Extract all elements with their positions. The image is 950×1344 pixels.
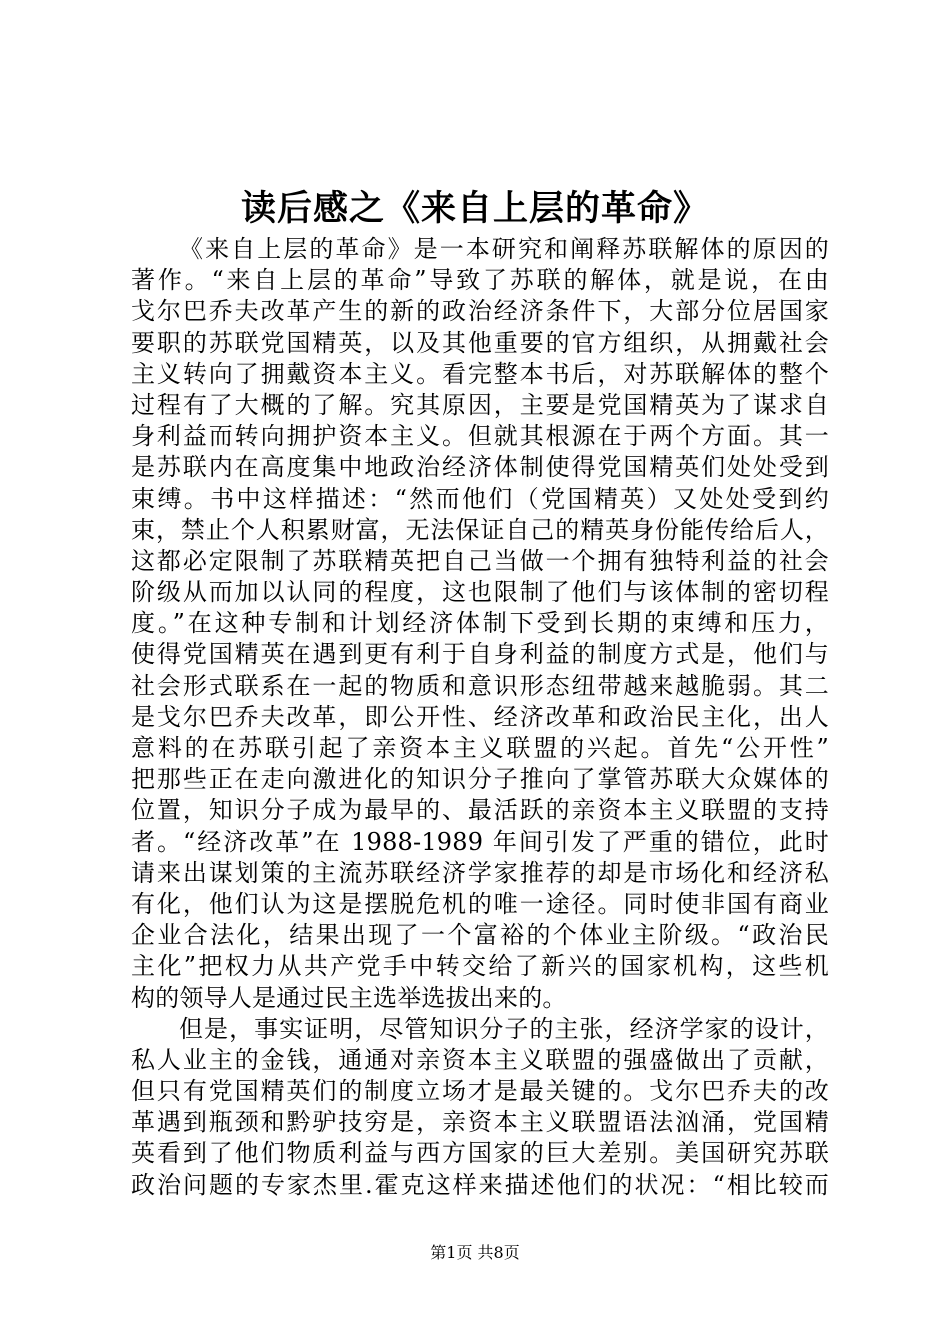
text-line: 政治问题的专家杰里.霍克这样来描述他们的状况：“相比较而 <box>131 1170 829 1199</box>
text-line: 构的领导人是通过民主选举选拔出来的。 <box>131 983 567 1012</box>
text-line: 是苏联内在高度集中地政治经济体制使得党国精英们处处受到 <box>131 453 829 482</box>
text-line: 束，禁止个人积累财富，无法保证自己的精英身份能传给后人， <box>131 515 829 544</box>
paragraph-2 <box>131 1014 829 1201</box>
text-line: 企业合法化，结果出现了一个富裕的个体业主阶级。“政治民 <box>131 921 829 950</box>
text-line: 者。“经济改革”在 1988-1989 年间引发了严重的错位，此时 <box>131 827 829 856</box>
document-title: 读后感之《来自上层的革命》 <box>240 189 709 229</box>
text-line: 阶级从而加以认同的程度，这也限制了他们与该体制的密切程 <box>131 578 829 607</box>
text-line: 是戈尔巴乔夫改革，即公开性、经济改革和政治民主化，出人 <box>131 702 829 731</box>
text-line: 有化，他们认为这是摆脱危机的唯一途径。同时使非国有商业 <box>131 889 829 918</box>
text-line: 社会形式联系在一起的物质和意识形态纽带越来越脆弱。其二 <box>131 671 829 700</box>
text-line: 过程有了大概的了解。究其原因，主要是党国精英为了谋求自 <box>131 390 829 419</box>
text-line: 束缚。书中这样描述：“然而他们（党国精英）又处处受到约 <box>131 484 829 513</box>
text-line: 度。”在这种专制和计划经济体制下受到长期的束缚和压力， <box>131 609 829 638</box>
text-line: 主化”把权力从共产党手中转交给了新兴的国家机构，这些机 <box>131 952 829 981</box>
text-line: 主义转向了拥戴资本主义。看完整本书后，对苏联解体的整个 <box>131 359 829 388</box>
text-line: 革遇到瓶颈和黔驴技穷是，亲资本主义联盟语法汹涌，党国精 <box>131 1108 829 1137</box>
text-line: 著作。“来自上层的革命”导致了苏联的解体，就是说，在由 <box>131 266 829 295</box>
text-line: 把那些正在走向激进化的知识分子推向了掌管苏联大众媒体的 <box>131 765 829 794</box>
page-footer: 第1页 共8页 <box>430 1243 520 1262</box>
text-line: 这都必定限制了苏联精英把自己当做一个拥有独特利益的社会 <box>131 546 829 575</box>
text-line: 戈尔巴乔夫改革产生的新的政治经济条件下，大部分位居国家 <box>131 297 829 326</box>
text-line: 英看到了他们物质利益与西方国家的巨大差别。美国研究苏联 <box>131 1139 829 1168</box>
document-body <box>131 234 829 1201</box>
text-line: 请来出谋划策的主流苏联经济学家推荐的却是市场化和经济私 <box>131 858 829 887</box>
text-line: 要职的苏联党国精英，以及其他重要的官方组织，从拥戴社会 <box>131 328 829 357</box>
text-line: 但是，事实证明，尽管知识分子的主张，经济学家的设计， <box>179 1014 829 1043</box>
text-line: 《来自上层的革命》是一本研究和阐释苏联解体的原因的 <box>179 235 829 263</box>
text-line: 使得党国精英在遇到更有利于自身利益的制度方式是，他们与 <box>131 640 829 669</box>
text-line: 位置，知识分子成为最早的、最活跃的亲资本主义联盟的支持 <box>131 796 829 825</box>
text-line: 但只有党国精英们的制度立场才是最关键的。戈尔巴乔夫的改 <box>131 1077 829 1106</box>
text-line: 意料的在苏联引起了亲资本主义联盟的兴起。首先“公开性” <box>131 734 829 762</box>
text-line: 私人业主的金钱，通通对亲资本主义联盟的强盛做出了贡献， <box>131 1045 829 1074</box>
paragraph-1 <box>131 234 829 1014</box>
text-line: 身利益而转向拥护资本主义。但就其根源在于两个方面。其一 <box>131 422 829 451</box>
